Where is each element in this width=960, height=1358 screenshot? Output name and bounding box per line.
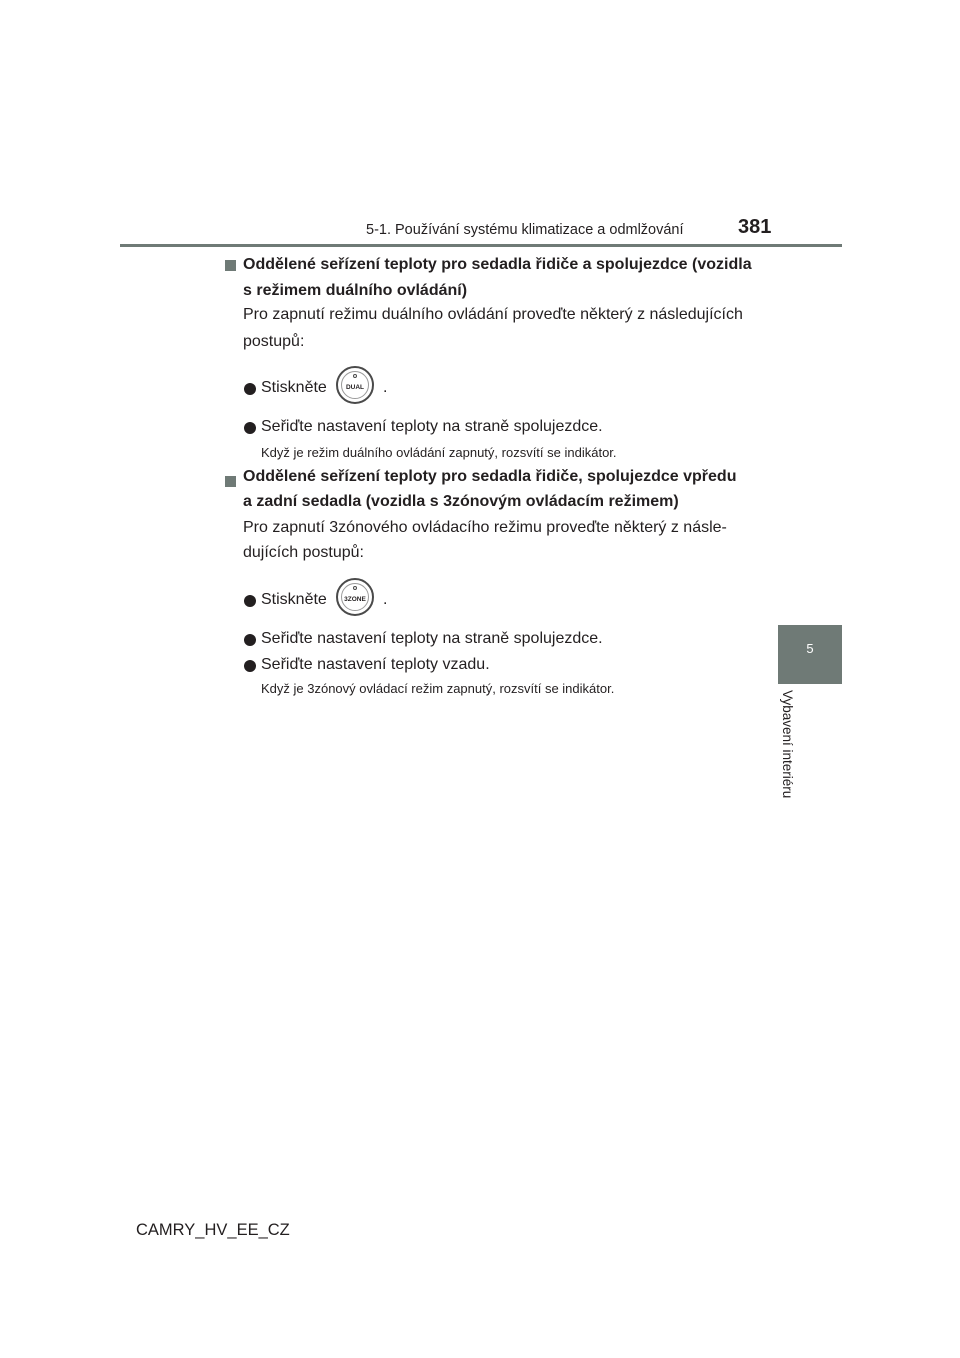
section-intro-cont: postupů: — [243, 333, 305, 350]
bullet-text: Stiskněte — [261, 379, 327, 396]
bullet-text: Stiskněte — [261, 591, 327, 608]
chapter-title: Vybavení interiéru — [780, 690, 795, 799]
note-text: Když je 3zónový ovládací režim zapnutý, rozsvítí se indikátor. — [261, 681, 615, 696]
bullet-text: Seřiďte nastavení teploty vzadu. — [261, 656, 490, 673]
bullet-icon — [244, 595, 256, 607]
3zone-button-icon — [336, 578, 374, 616]
section-heading-cont: s režimem duálního ovládání) — [243, 282, 468, 299]
indicator-light-icon — [353, 374, 357, 378]
indicator-light-icon — [353, 586, 357, 590]
bullet-icon — [244, 634, 256, 646]
section-heading: Oddělené seřízení teploty pro sedadla řidiče, spolujezdce vpředu — [243, 468, 737, 485]
bullet-suffix: . — [383, 379, 388, 396]
section-title: 5-1. Používání systému klimatizace a odmlžování — [366, 222, 684, 238]
section-intro: Pro zapnutí režimu duálního ovládání proveďte některý z následujících — [243, 306, 743, 323]
section-square-icon — [225, 260, 236, 271]
bullet-text: Seřiďte nastavení teploty na straně spolujezdce. — [261, 418, 603, 435]
bullet-icon — [244, 383, 256, 395]
bullet-icon — [244, 422, 256, 434]
section-heading: Oddělené seřízení teploty pro sedadla řidiče a spolujezdce (vozidla — [243, 256, 752, 273]
bullet-suffix: . — [383, 591, 388, 608]
button-label: DUAL — [345, 384, 365, 391]
section-intro-cont: dujících postupů: — [243, 544, 364, 561]
dual-button-icon — [336, 366, 374, 404]
chapter-number: 5 — [806, 641, 814, 656]
chapter-tab — [778, 625, 842, 684]
bullet-icon — [244, 660, 256, 672]
section-heading-cont: a zadní sedadla (vozidla s 3zónovým ovládacím režimem) — [243, 493, 679, 510]
section-square-icon — [225, 476, 236, 487]
document-code: CAMRY_HV_EE_CZ — [136, 1221, 290, 1239]
section-intro: Pro zapnutí 3zónového ovládacího režimu proveďte některý z násle- — [243, 519, 727, 536]
header-divider — [120, 244, 842, 247]
chapter-title-vertical — [778, 690, 818, 820]
note-text: Když je režim duálního ovládání zapnutý, rozsvítí se indikátor. — [261, 445, 617, 460]
bullet-text: Seřiďte nastavení teploty na straně spolujezdce. — [261, 630, 603, 647]
page-number: 381 — [738, 216, 772, 238]
button-label: 3ZONE — [344, 596, 366, 603]
